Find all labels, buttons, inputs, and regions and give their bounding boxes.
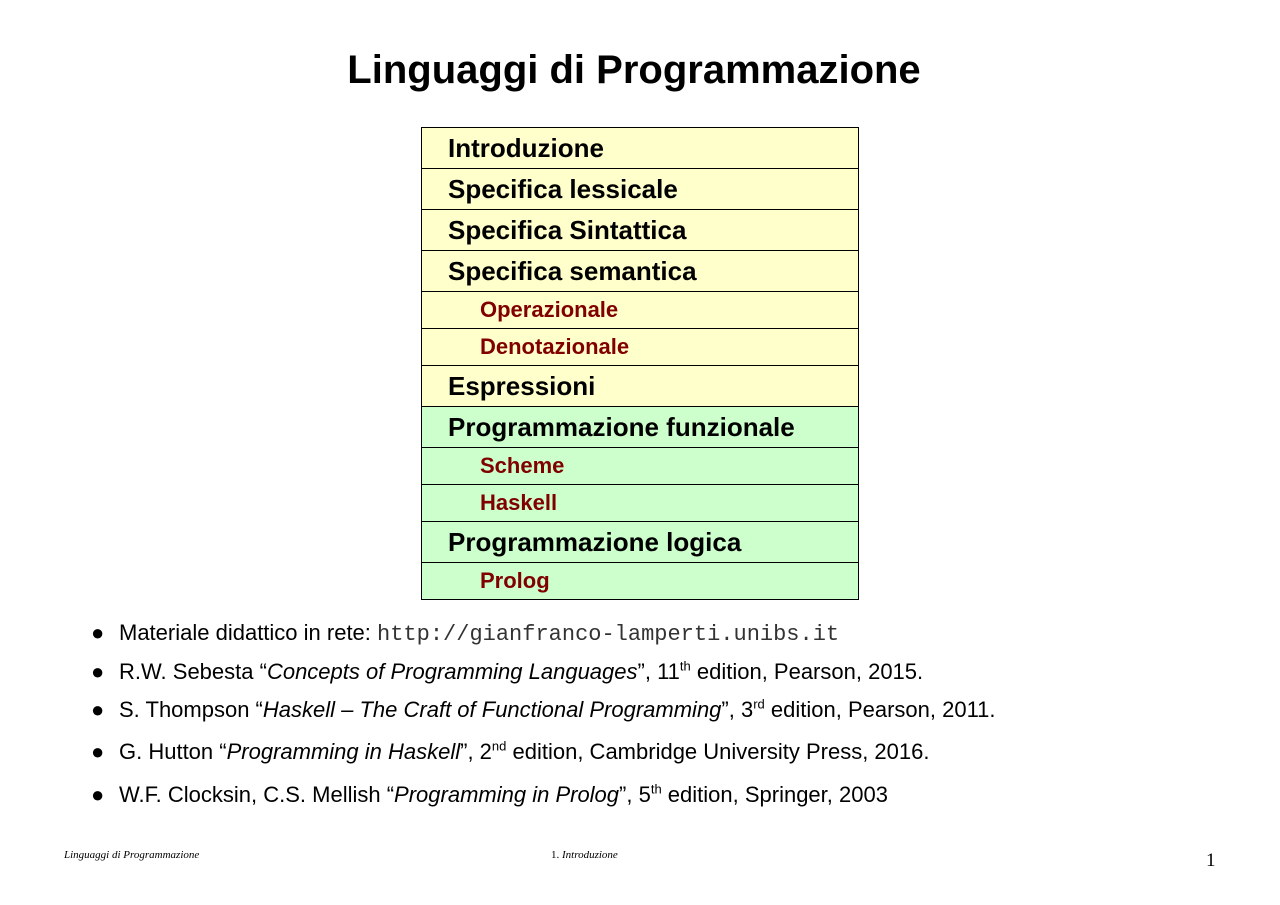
ref-book-title: Concepts of Programming Languages — [266, 659, 638, 684]
subtopic-prolog: Prolog — [422, 563, 859, 600]
materials-label: Materiale didattico in rete: — [119, 620, 371, 645]
table-row — [422, 210, 859, 251]
ref-edition-suffix: rd — [753, 696, 765, 712]
ref-author: R.W. Sebesta “ — [119, 659, 267, 684]
materials-link[interactable]: http://gianfranco-lamperti.unibs.it — [377, 622, 840, 647]
subtopic-scheme: Scheme — [422, 448, 859, 485]
bullet-icon: ● — [91, 782, 105, 807]
list-item — [88, 620, 996, 659]
topic-programmazione-funzionale: Programmazione funzionale — [422, 407, 859, 448]
table-row — [422, 366, 859, 407]
topic-introduzione: Introduzione — [422, 128, 859, 169]
page-number: 1 — [1206, 850, 1216, 871]
table-row — [422, 128, 859, 169]
table-row — [422, 329, 859, 366]
list-item — [88, 739, 996, 782]
topic-specifica-sintattica: Specifica Sintattica — [422, 210, 859, 251]
page-title: Linguaggi di Programmazione — [347, 48, 921, 92]
ref-edition-suffix: nd — [491, 738, 507, 754]
footer-chapter-title: Introduzione — [562, 849, 618, 861]
reference-list — [88, 620, 996, 812]
ref-publisher: edition, Springer, 2003 — [661, 782, 888, 807]
ref-edition-number: ”, 5 — [619, 782, 651, 807]
topics-table — [421, 127, 859, 600]
ref-author: W.F. Clocksin, C.S. Mellish “ — [119, 782, 395, 807]
ref-edition-number: ”, 2 — [460, 739, 492, 764]
bullet-icon: ● — [91, 697, 105, 722]
ref-book-title: Programming in Haskell — [226, 739, 461, 764]
ref-edition-number: ”, 3 — [721, 697, 754, 722]
subtopic-haskell: Haskell — [422, 485, 859, 522]
footer-chapter-number: 1. — [551, 849, 560, 861]
ref-author: G. Hutton “ — [119, 739, 227, 764]
ref-book-title: Programming in Prolog — [394, 782, 620, 807]
subtopic-operazionale: Operazionale — [422, 292, 859, 329]
table-row — [422, 485, 859, 522]
table-row — [422, 407, 859, 448]
list-item — [88, 782, 996, 812]
bullet-icon: ● — [91, 620, 105, 645]
ref-publisher: edition, Pearson, 2015. — [690, 659, 924, 684]
table-row — [422, 251, 859, 292]
ref-publisher: edition, Cambridge University Press, 2016. — [506, 739, 930, 764]
topic-specifica-lessicale: Specifica lessicale — [422, 169, 859, 210]
bullet-icon: ● — [91, 739, 105, 764]
list-item — [88, 659, 996, 697]
ref-edition-suffix: th — [679, 658, 691, 674]
ref-author: S. Thompson “ — [119, 697, 263, 722]
table-row — [422, 292, 859, 329]
table-row — [422, 169, 859, 210]
table-row — [422, 522, 859, 563]
ref-book-title: Haskell – The Craft of Functional Programming — [262, 697, 722, 722]
subtopic-denotazionale: Denotazionale — [422, 329, 859, 366]
ref-publisher: edition, Pearson, 2011. — [764, 697, 996, 722]
footer-chapter — [551, 849, 618, 861]
ref-edition-suffix: th — [650, 781, 662, 797]
ref-edition-number: ”, 11 — [637, 659, 680, 684]
table-row — [422, 448, 859, 485]
list-item — [88, 697, 996, 739]
table-row — [422, 563, 859, 600]
topic-programmazione-logica: Programmazione logica — [422, 522, 859, 563]
topic-espressioni: Espressioni — [422, 366, 859, 407]
bullet-icon: ● — [91, 659, 105, 684]
topic-specifica-semantica: Specifica semantica — [422, 251, 859, 292]
footer-course-title: Linguaggi di Programmazione — [64, 849, 200, 861]
